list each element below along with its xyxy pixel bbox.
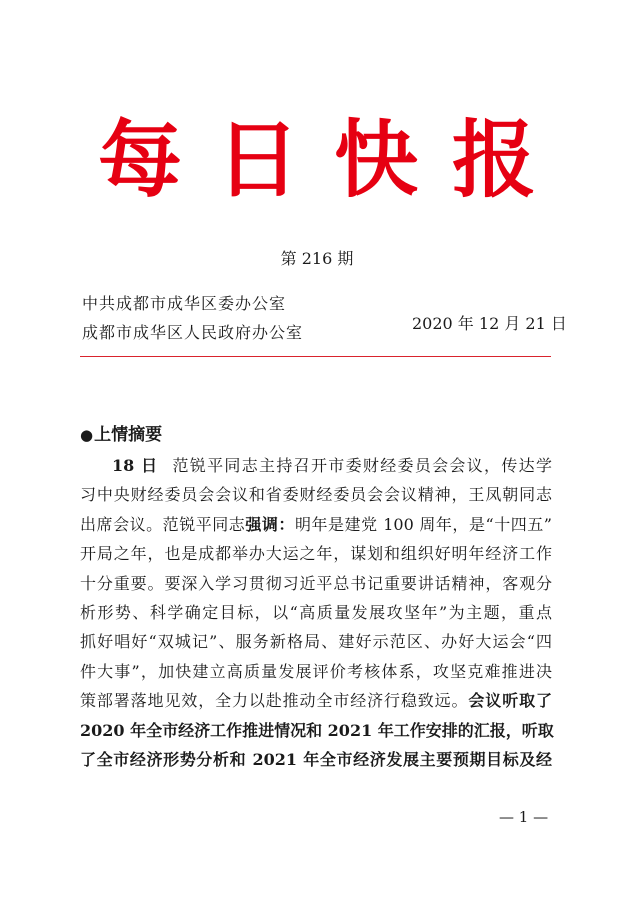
emphasis-text: 强调： [245, 514, 295, 534]
issuer-line-1: 中共成都市成华区委办公室 [82, 294, 287, 313]
section-heading [80, 420, 162, 445]
body-line: 十分重要。要深入学习贯彻习近平总书记重要讲话精神，客观分 [80, 573, 552, 593]
issue-date: 2020 年 12 月 21 日 [412, 314, 567, 333]
masthead-title: 每日快报 [97, 110, 570, 209]
page-number: — 1 — [499, 808, 549, 826]
body-line: 件大事”，加快建立高质量发展评价考核体系，攻坚克难推进决 [80, 661, 552, 681]
entry-date: 18 日 [112, 456, 159, 475]
body-line: 习中央财经委员会会议和省委财经委员会会议精神，王凤朝同志 [80, 485, 552, 505]
bullet-icon: ● [80, 426, 94, 444]
body-line: 出席会议。范锐平同志强调：明年是建党 100 周年，是“十四五” [80, 514, 552, 534]
emphasis-text: 会议听取了 [468, 691, 552, 711]
body-line: 了全市经济形势分析和 2021 年全市经济发展主要预期目标及经 [80, 749, 552, 769]
body-line: 抓好唱好“双城记”、服务新格局、建好示范区、办好大运会“四 [80, 632, 552, 652]
body-line: 析形势、科学确定目标，以“高质量发展攻坚年”为主题，重点 [80, 602, 552, 622]
body-line: 开局之年，也是成都举办大运之年，谋划和组织好明年经济工作 [80, 544, 552, 564]
header-divider [80, 356, 551, 357]
article-body [80, 451, 552, 774]
body-line: 18 日 范锐平同志主持召开市委财经委员会会议，传达学 [112, 456, 552, 475]
issuer-line-2: 成都市成华区人民政府办公室 [82, 323, 304, 342]
body-line: 策部署落地见效，全力以赴推动全市经济行稳致远。会议听取了 [80, 691, 552, 711]
section-title: 上情摘要 [94, 425, 163, 445]
issue-number: 第 216 期 [280, 249, 354, 268]
body-line: 2020 年全市经济工作推进情况和 2021 年工作安排的汇报，听取 [80, 720, 554, 740]
